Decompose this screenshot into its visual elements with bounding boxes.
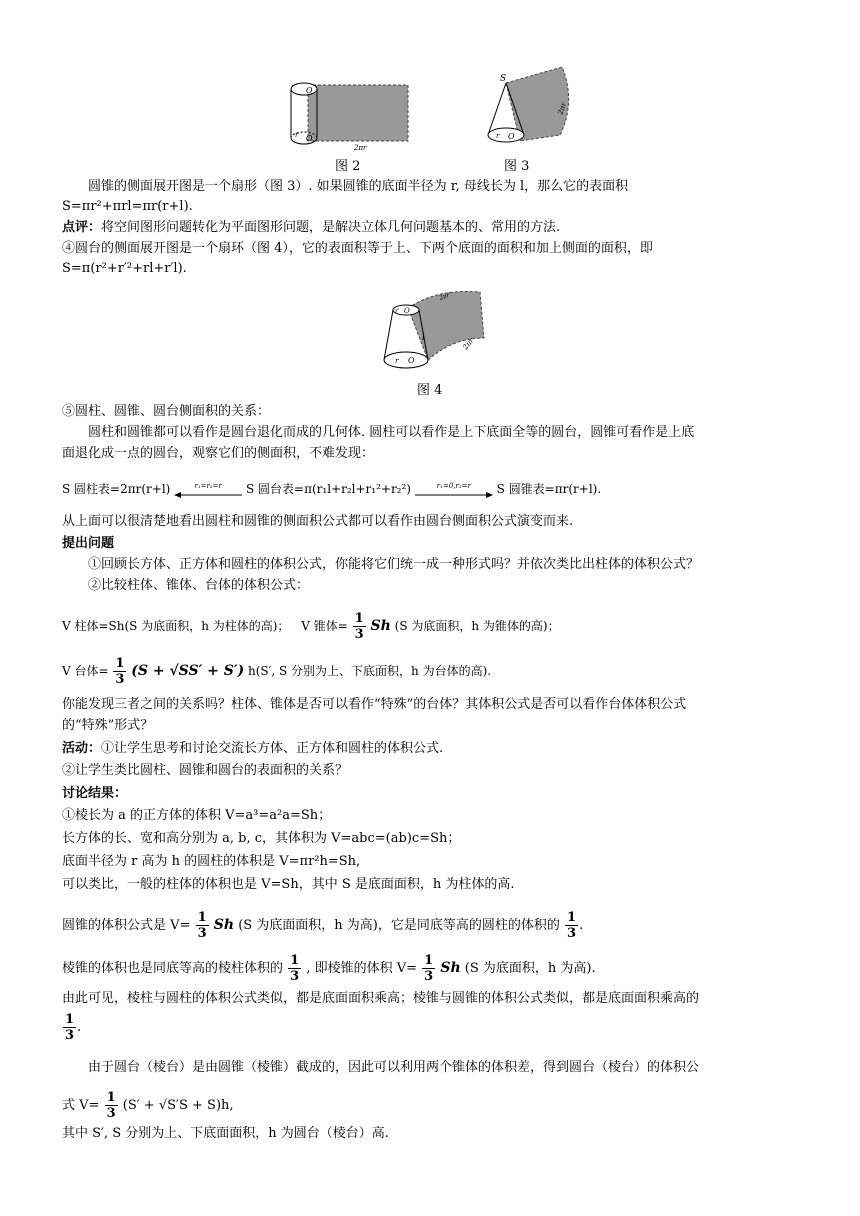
result-1: ①棱长为 a 的正方体的体积 V=a³=a²a=Sh；	[62, 808, 332, 823]
result-7: 由此可见，棱柱与圆柱的体积公式类似，都是底面面积乘高；棱锥与圆锥的体积公式类似，都是底面面积乘高的	[62, 991, 700, 1006]
paragraph-cone-surface-2: S=πr²+πrl=πr(r+l).	[62, 199, 193, 214]
volume-prism: V 柱体=Sh(S 为底面积，h 为柱体的高)；	[62, 619, 290, 633]
paragraph-degenerate-2: 面退化成一点的圆台，观察它们的侧面积，不难发现：	[62, 446, 375, 461]
result-6-suffix: (S 为底面积，h 为高).	[464, 961, 596, 976]
fraction-one-third: $\frac{1}{3}$	[354, 611, 364, 642]
fraction-one-third: $\frac{1}{3}$	[290, 953, 300, 984]
activity-line-1	[62, 740, 802, 758]
result-9-line-1: 由于圆台（棱台）是由圆锥（棱锥）截成的，因此可以利用两个锥体的体积差，得到圆台（棱台）的体积公	[88, 1060, 700, 1075]
sh-term: Sh	[440, 960, 461, 976]
fig4-arc1: 2πr′	[438, 291, 452, 302]
volume-prism-cone-line	[62, 611, 802, 642]
result-6-prefix: 棱锥的体积也是同底等高的棱柱体积的	[62, 961, 284, 976]
paragraph-special-1: 你能发现三者之间的关系吗？柱体、锥体是否可以看作“特殊”的台体？其体积公式是否可以看作台体体积公式	[62, 697, 687, 712]
fig4-arc2: 2πr	[461, 336, 476, 352]
activity-label: 活动：	[62, 741, 102, 756]
result-3: 底面半径为 r 高为 h 的圆柱的体积是 V=πr²h=Sh,	[62, 854, 361, 869]
figure-3-caption: 图 3	[504, 159, 530, 174]
result-9-prefix: 式 V=	[62, 1098, 100, 1113]
relation-cone: S 圆锥表=πr(r+l).	[496, 482, 602, 496]
fraction-one-third: $\frac{1}{3}$	[197, 910, 207, 941]
paragraph-frustum-1: ④圆台的侧面展开图是一个扇环（图 4），它的表面积等于上、下两个底面的面积和加上侧面的面积，即	[62, 241, 653, 256]
paragraph-degenerate-1: 圆柱和圆锥都可以看作是圆台退化而成的几何体. 圆柱可以看作是上下底面全等的圆台，圆锥可看作是上底	[88, 425, 695, 440]
fraction-one-third: $\frac{1}{3}$	[115, 656, 125, 687]
volume-frustum-bracket: (S + √SS′ + S′)	[131, 663, 245, 679]
fraction-one-third: $\frac{1}{3}$	[424, 953, 434, 984]
fraction-one-third: $\frac{1}{3}$	[65, 1012, 75, 1043]
heading-question: 提出问题	[62, 536, 115, 551]
relation-formula	[62, 480, 802, 498]
heading-result: 讨论结果：	[62, 786, 128, 801]
sh-term: Sh	[213, 917, 235, 933]
result-8: $\frac{1}{3}$ .	[65, 1012, 82, 1043]
fig4-top-o: O	[404, 307, 410, 315]
fraction-one-third: $\frac{1}{3}$	[567, 910, 577, 941]
figure-4-caption: 图 4	[417, 383, 443, 398]
volume-frustum-suffix: h(S′, S 分别为上、下底面积，h 为台体的高).	[248, 664, 492, 678]
fig2-bottom-o: O	[306, 134, 313, 143]
result-2: 长方体的长、宽和高分别为 a, b, c，其体积为 V=abc=(ab)c=Sh；	[62, 831, 461, 846]
result-9-line-2	[62, 1090, 802, 1121]
volume-frustum-line	[62, 656, 802, 687]
fig4-l: l	[422, 333, 425, 342]
volume-cone-suffix: (S 为底面积，h 为锥体的高)；	[394, 619, 560, 633]
result-10: 其中 S′, S 分别为上、下底面面积，h 为圆台（棱台）高.	[62, 1126, 389, 1141]
relation-cylinder: S 圆柱表=2πr(r+l)	[62, 482, 171, 496]
result-4: 可以类比，一般的柱体的体积也是 V=Sh，其中 S 是底面面积，h 为柱体的高.	[62, 877, 515, 892]
right-arrow	[415, 481, 493, 494]
fig2-arc: 2πr	[354, 144, 367, 152]
arrow-label-1: r₁=r₂=r	[194, 481, 222, 490]
result-9-suffix: (S′ + √S′S + S)h,	[122, 1098, 234, 1113]
paragraph-cone-surface-1: 圆锥的侧面展开图是一个扇形（图 3）. 如果圆锥的底面半径为 r, 母线长为 l，那么它的表面积	[88, 179, 629, 194]
figure-2-cylinder-net	[284, 75, 434, 155]
figure-4-frustum-net	[378, 288, 488, 378]
result-5-mid: (S 为底面面积，h 为高)，它是同底等高的圆柱的体积的	[238, 918, 560, 933]
fig3-o: O	[508, 132, 515, 141]
fig4-r2: r	[395, 357, 399, 365]
fig4-r1: r′	[395, 308, 400, 315]
activity-1: ①让学生思考和讨论交流长方体、正方体和圆柱的体积公式.	[101, 741, 444, 756]
figure-2-caption: 图 2	[335, 159, 361, 174]
paragraph-special-2: 的“特殊”形式？	[62, 718, 154, 733]
question-2: ②比较柱体、锥体、台体的体积公式：	[88, 578, 310, 593]
comment-label: 点评：	[62, 220, 102, 235]
activity-2: ②让学生类比圆柱、圆锥和圆台的表面积的关系？	[62, 763, 349, 778]
paragraph-conclusion: 从上面可以很清楚地看出圆柱和圆锥的侧面积公式都可以看作由圆台侧面积公式演变而来.	[62, 514, 574, 529]
sh-term: Sh	[370, 618, 391, 634]
question-1: ①回顾长方体、正方体和圆柱的体积公式，你能将它们统一成一种形式吗？并依次类比出柱体的体积公式？	[88, 557, 700, 572]
paragraph-relation-heading: ⑤圆柱、圆锥、圆台侧面积的关系：	[62, 404, 271, 419]
result-5-prefix: 圆锥的体积公式是 V=	[62, 918, 191, 933]
fraction-one-third: $\frac{1}{3}$	[106, 1090, 116, 1121]
fig2-r: r	[295, 131, 299, 139]
comment-line	[62, 219, 802, 237]
relation-frustum: S 圆台表=π(r₁l+r₂l+r₁²+r₂²)	[246, 482, 411, 496]
paragraph-frustum-2: S=π(r²+r′²+rl+r′l).	[62, 261, 187, 276]
fig3-r: r	[496, 132, 500, 140]
result-6	[62, 953, 802, 984]
comment-text: 将空间图形问题转化为平面图形问题，是解决立体几何问题基本的、常用的方法.	[101, 220, 561, 235]
volume-frustum-prefix: V 台体=	[62, 664, 109, 678]
result-5: 圆锥的体积公式是 V= $\frac{1}{3}$ Sh (S 为底面面积，h 为高)，它是同底等高的圆柱的体积的 $\frac{1}{3}$ .	[62, 910, 584, 941]
result-6-mid: , 即棱锥的体积 V=	[306, 961, 418, 976]
fig4-bottom-o: O	[408, 356, 415, 365]
volume-cone-prefix: V 锥体=	[301, 619, 348, 633]
fig3-s: S	[500, 74, 507, 84]
fig3-arc: 2πr	[556, 101, 569, 116]
arrow-label-2: r₁=0,r₂=r	[436, 481, 471, 490]
figure-3-cone-net	[480, 65, 590, 155]
fig2-top-o: O	[306, 86, 313, 95]
left-arrow	[174, 481, 242, 494]
